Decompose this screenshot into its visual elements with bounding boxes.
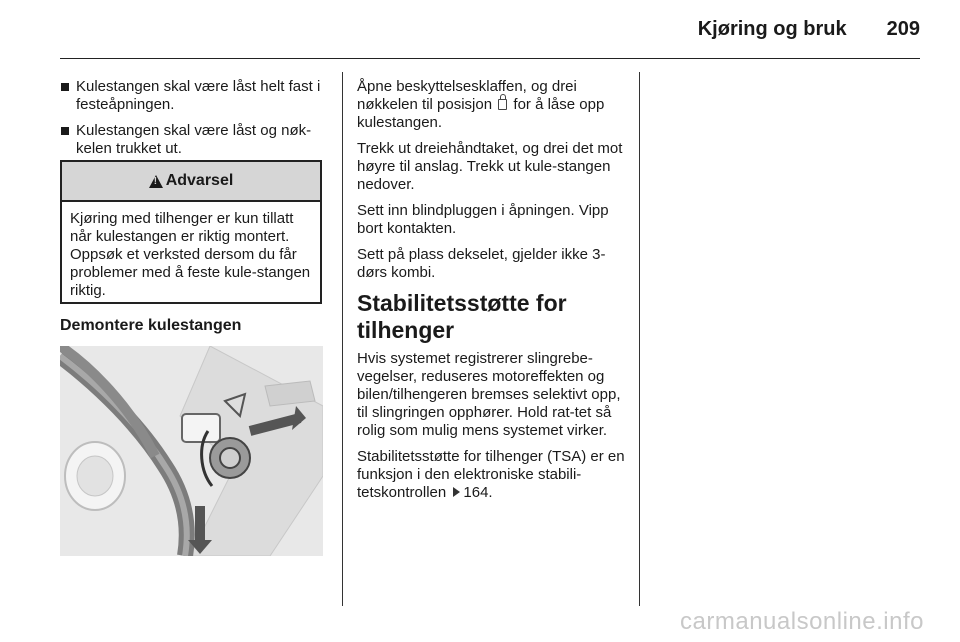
- paragraph: [357, 448, 625, 502]
- warning-body: Kjøring med tilhenger er kun tillatt når kulestangen er riktig montert. Oppsøk et verksted dersom du får problemer med å feste kule-stangen riktig.: [70, 210, 311, 299]
- page-number: 209: [886, 18, 920, 40]
- page-reference-number[interactable]: 164.: [463, 484, 493, 501]
- watermark: carmanualsonline.info: [680, 608, 924, 635]
- left-column: [60, 78, 326, 166]
- list-item: Kulestangen skal være låst og nøk-kelen trukket ut.: [60, 122, 326, 158]
- column-divider: [342, 72, 343, 606]
- page-reference-icon: [453, 487, 460, 497]
- paragraph-text: for å låse opp kulestangen.: [357, 96, 605, 131]
- paragraph: Hvis systemet registrerer slingrebe-vegelser, reduseres motoreffekten og bilen/tilhengeren bremses selektivt opp, til slingringen opphører. Hold rat-tet så rolig som mulig mens systemet virker.: [357, 350, 621, 439]
- warning-header: [62, 162, 320, 202]
- middle-column: [357, 78, 625, 510]
- lock-icon: [498, 99, 507, 110]
- illustration-svg: [60, 346, 323, 556]
- paragraph-text: Stabilitetsstøtte for tilhenger (TSA) er en funksjon i den elektroniske stabili-tetskontrollen: [357, 448, 625, 501]
- bullet-list: [60, 78, 326, 158]
- section-heading: Stabilitetsstøtte for tilhenger: [357, 290, 567, 343]
- warning-triangle-icon: [149, 175, 163, 188]
- paragraph: Sett inn blindpluggen i åpningen. Vipp bort kontakten.: [357, 202, 609, 237]
- section-title: Kjøring og bruk: [697, 18, 847, 40]
- paragraph: [357, 78, 625, 132]
- list-item: Kulestangen skal være låst helt fast i festeåpningen.: [60, 78, 326, 114]
- subheading: Demontere kulestangen: [60, 317, 242, 334]
- header-rule: [60, 58, 920, 59]
- paragraph: Trekk ut dreiehåndtaket, og drei det mot høyre til anslag. Trekk ut kule-stangen nedover.: [357, 140, 623, 193]
- page-header: [60, 18, 920, 46]
- warning-box: [60, 160, 322, 304]
- paragraph-text: Åpne beskyttelsesklaffen, og drei nøkkelen til posisjon: [357, 78, 577, 113]
- paragraph: Sett på plass dekselet, gjelder ikke 3-dørs kombi.: [357, 246, 606, 281]
- tow-bar-removal-illustration: [60, 346, 323, 556]
- column-divider: [639, 72, 640, 606]
- warning-title: Advarsel: [165, 172, 234, 189]
